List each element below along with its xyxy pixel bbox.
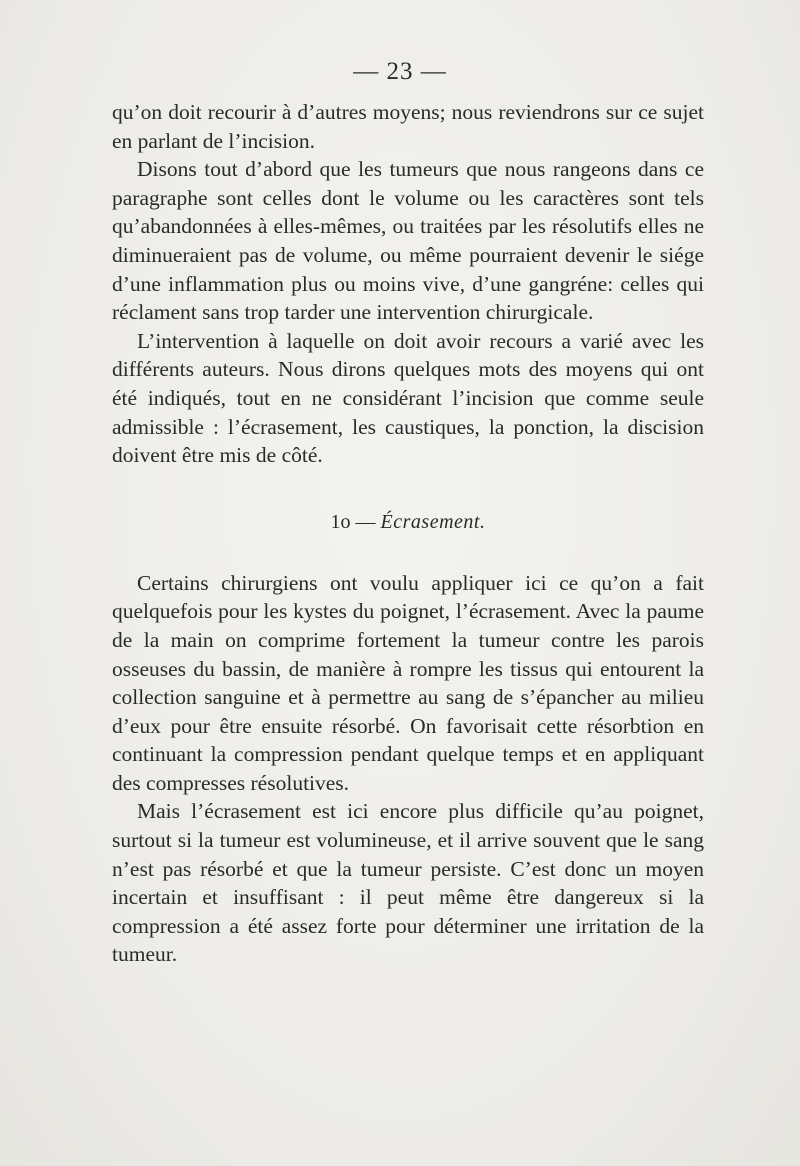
paragraph-continuation: qu’on doit recourir à d’autres moyens; nous reviendrons sur ce sujet en parlant de l’incision. (112, 100, 704, 153)
page-number: — 23 — (353, 58, 447, 85)
section-heading (112, 510, 704, 534)
body-text (112, 98, 704, 969)
paragraph: Mais l’écrasement est ici encore plus difficile qu’au poignet, surtout si la tumeur est volumineuse, et il arrive souvent que le sang n’est pas résorbé et que la tumeur persiste. C’est donc un moyen incertain et insuffisant : il peut même être dangereux si la compression a été assez forte pour déterminer une irritation de la tumeur. (112, 799, 704, 967)
paragraph: Certains chirurgiens ont voulu appliquer ici ce qu’on a fait quelquefois pour les kystes du poignet, l’écrasement. Avec la paume de la main on comprime fortement la tumeur contre les parois osseuses du bassin, de manière à rompre les tissus qui entourent la collection sanguine et à permettre au sang de s’épancher au milieu d’eux pour être ensuite résorbé. On favorisait cette résorbtion en continuant la compression pendant quelque temps et en appliquant des compresses résolutives. (112, 570, 704, 795)
section-number: 1o — (330, 510, 376, 533)
section-title: Écrasement. (380, 510, 486, 533)
paragraph: Disons tout d’abord que les tumeurs que nous rangeons dans ce paragraphe sont celles dont le volume ou les caractères sont tels qu’abandonnées à elles-mêmes, ou traitées par les résolutifs elles ne diminueraient pas de volume, ou même pourraient devenir le siége d’une inflammation plus ou moins vive, d’une gangréne: celles qui réclament sans trop tarder une intervention chirurgicale. (112, 157, 704, 325)
paragraph: L’intervention à laquelle on doit avoir recours a varié avec les différents auteurs. Nous dirons quelques mots des moyens qui ont été indiqués, tout en ne considérant l’incision que comme seule admissible : l’écrasement, les caustiques, la ponction, la discision doivent être mis de côté. (112, 328, 704, 468)
